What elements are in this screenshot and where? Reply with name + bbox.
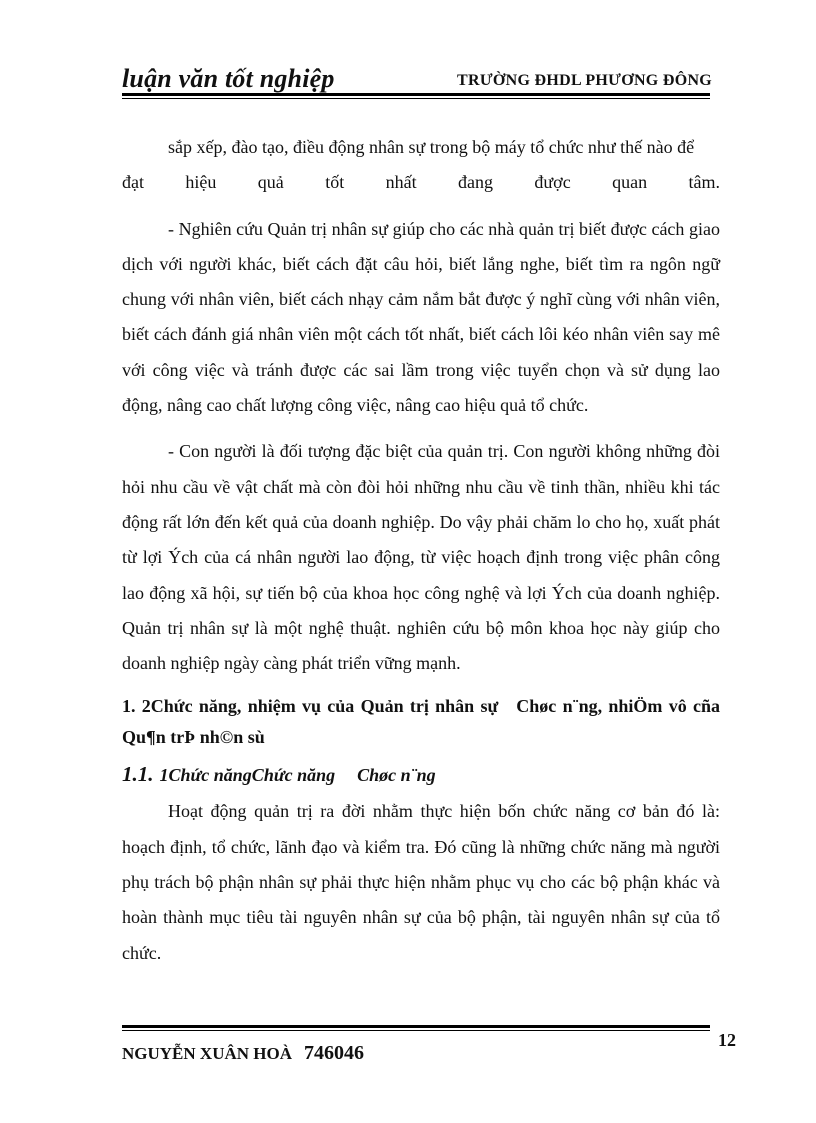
header-right-institution: TRƯỜNG ĐHDL PHƯƠNG ĐÔNG (457, 72, 713, 89)
section-heading-garbled: Chøc n¨ng, nhiÖm vô cña Qu¶n trÞ nh©n sù (122, 696, 720, 748)
header-left-title: luận văn tốt nghiệp (122, 64, 335, 93)
paragraph: - Con người là đối tượng đặc biệt của quản trị. Con người không những đòi hỏi nhu cầu về vật chất mà còn đòi hỏi những nhu cầu về tinh thần, nhiều khi tác động rất lớn đến kết quả của doanh nghiệp. Do vậy phải chăm lo cho họ, xuất phát từ lợi Ých của cá nhân người lao động, từ việc hoạch định trong việc phân công lao động xã hội, sự tiến bộ của khoa học công nghệ và lợi Ých của doanh nghiệp. Quản trị nhân sự là một nghệ thuật. nghiên cứu bộ môn khoa học này giúp cho doanh nghiệp ngày càng phát triển vững mạnh. (122, 441, 720, 674)
section-heading (122, 691, 720, 753)
page-number: 12 (718, 1030, 736, 1050)
footer-divider-thin (122, 1030, 710, 1031)
subsection-heading (122, 759, 720, 790)
subsection-title: 1Chức năngChức năng (159, 765, 336, 786)
subsection-number: 1.1. (122, 762, 154, 787)
header-divider (122, 93, 710, 96)
paragraph-line: đạt hiệu quả tốt nhất đang được quan tâm. (122, 172, 720, 193)
paragraph-line: sắp xếp, đào tạo, điều động nhân sự trong bộ máy tổ chức như thế nào để (168, 137, 695, 157)
author-name: NGUYỄN XUÂN HOÀ (122, 1044, 292, 1063)
student-id: 746046 (304, 1042, 364, 1064)
paragraph: Hoạt động quản trị ra đời nhằm thực hiện bốn chức năng cơ bản đó là: hoạch định, tổ chức, lãnh đạo và kiểm tra. Đó cũng là những chức năng mà người phụ trách bộ phận nhân sự phải thực hiện nhằm phục vụ cho các bộ phận khác và hoàn thành mục tiêu tài nguyên nhân sự của bộ phận, tài nguyên nhân sự của tổ chức. (122, 801, 720, 963)
header-divider-thin (122, 98, 710, 99)
section-heading-title: 1. 2Chức năng, nhiệm vụ của Quản trị nhân sự (122, 696, 499, 717)
footer-divider (122, 1025, 710, 1028)
subsection-garbled: Chøc n¨ng (357, 765, 436, 786)
document-body (122, 130, 720, 971)
footer-author (122, 1042, 364, 1065)
paragraph: - Nghiên cứu Quản trị nhân sự giúp cho các nhà quản trị biết được cách giao dịch với người khác, biết cách đặt câu hỏi, biết lắng nghe, biết tìm ra ngôn ngữ chung với nhân viên, biết cách nhạy cảm nắm bắt được ý nghĩ cùng với nhân viên, biết cách đánh giá nhân viên một cách tốt nhất, biết cách lôi kéo nhân viên say mê với công việc và tránh được các sai lầm trong việc tuyển chọn và sử dụng lao động, nâng cao chất lượng công việc, nâng cao hiệu quả tổ chức. (122, 218, 720, 416)
